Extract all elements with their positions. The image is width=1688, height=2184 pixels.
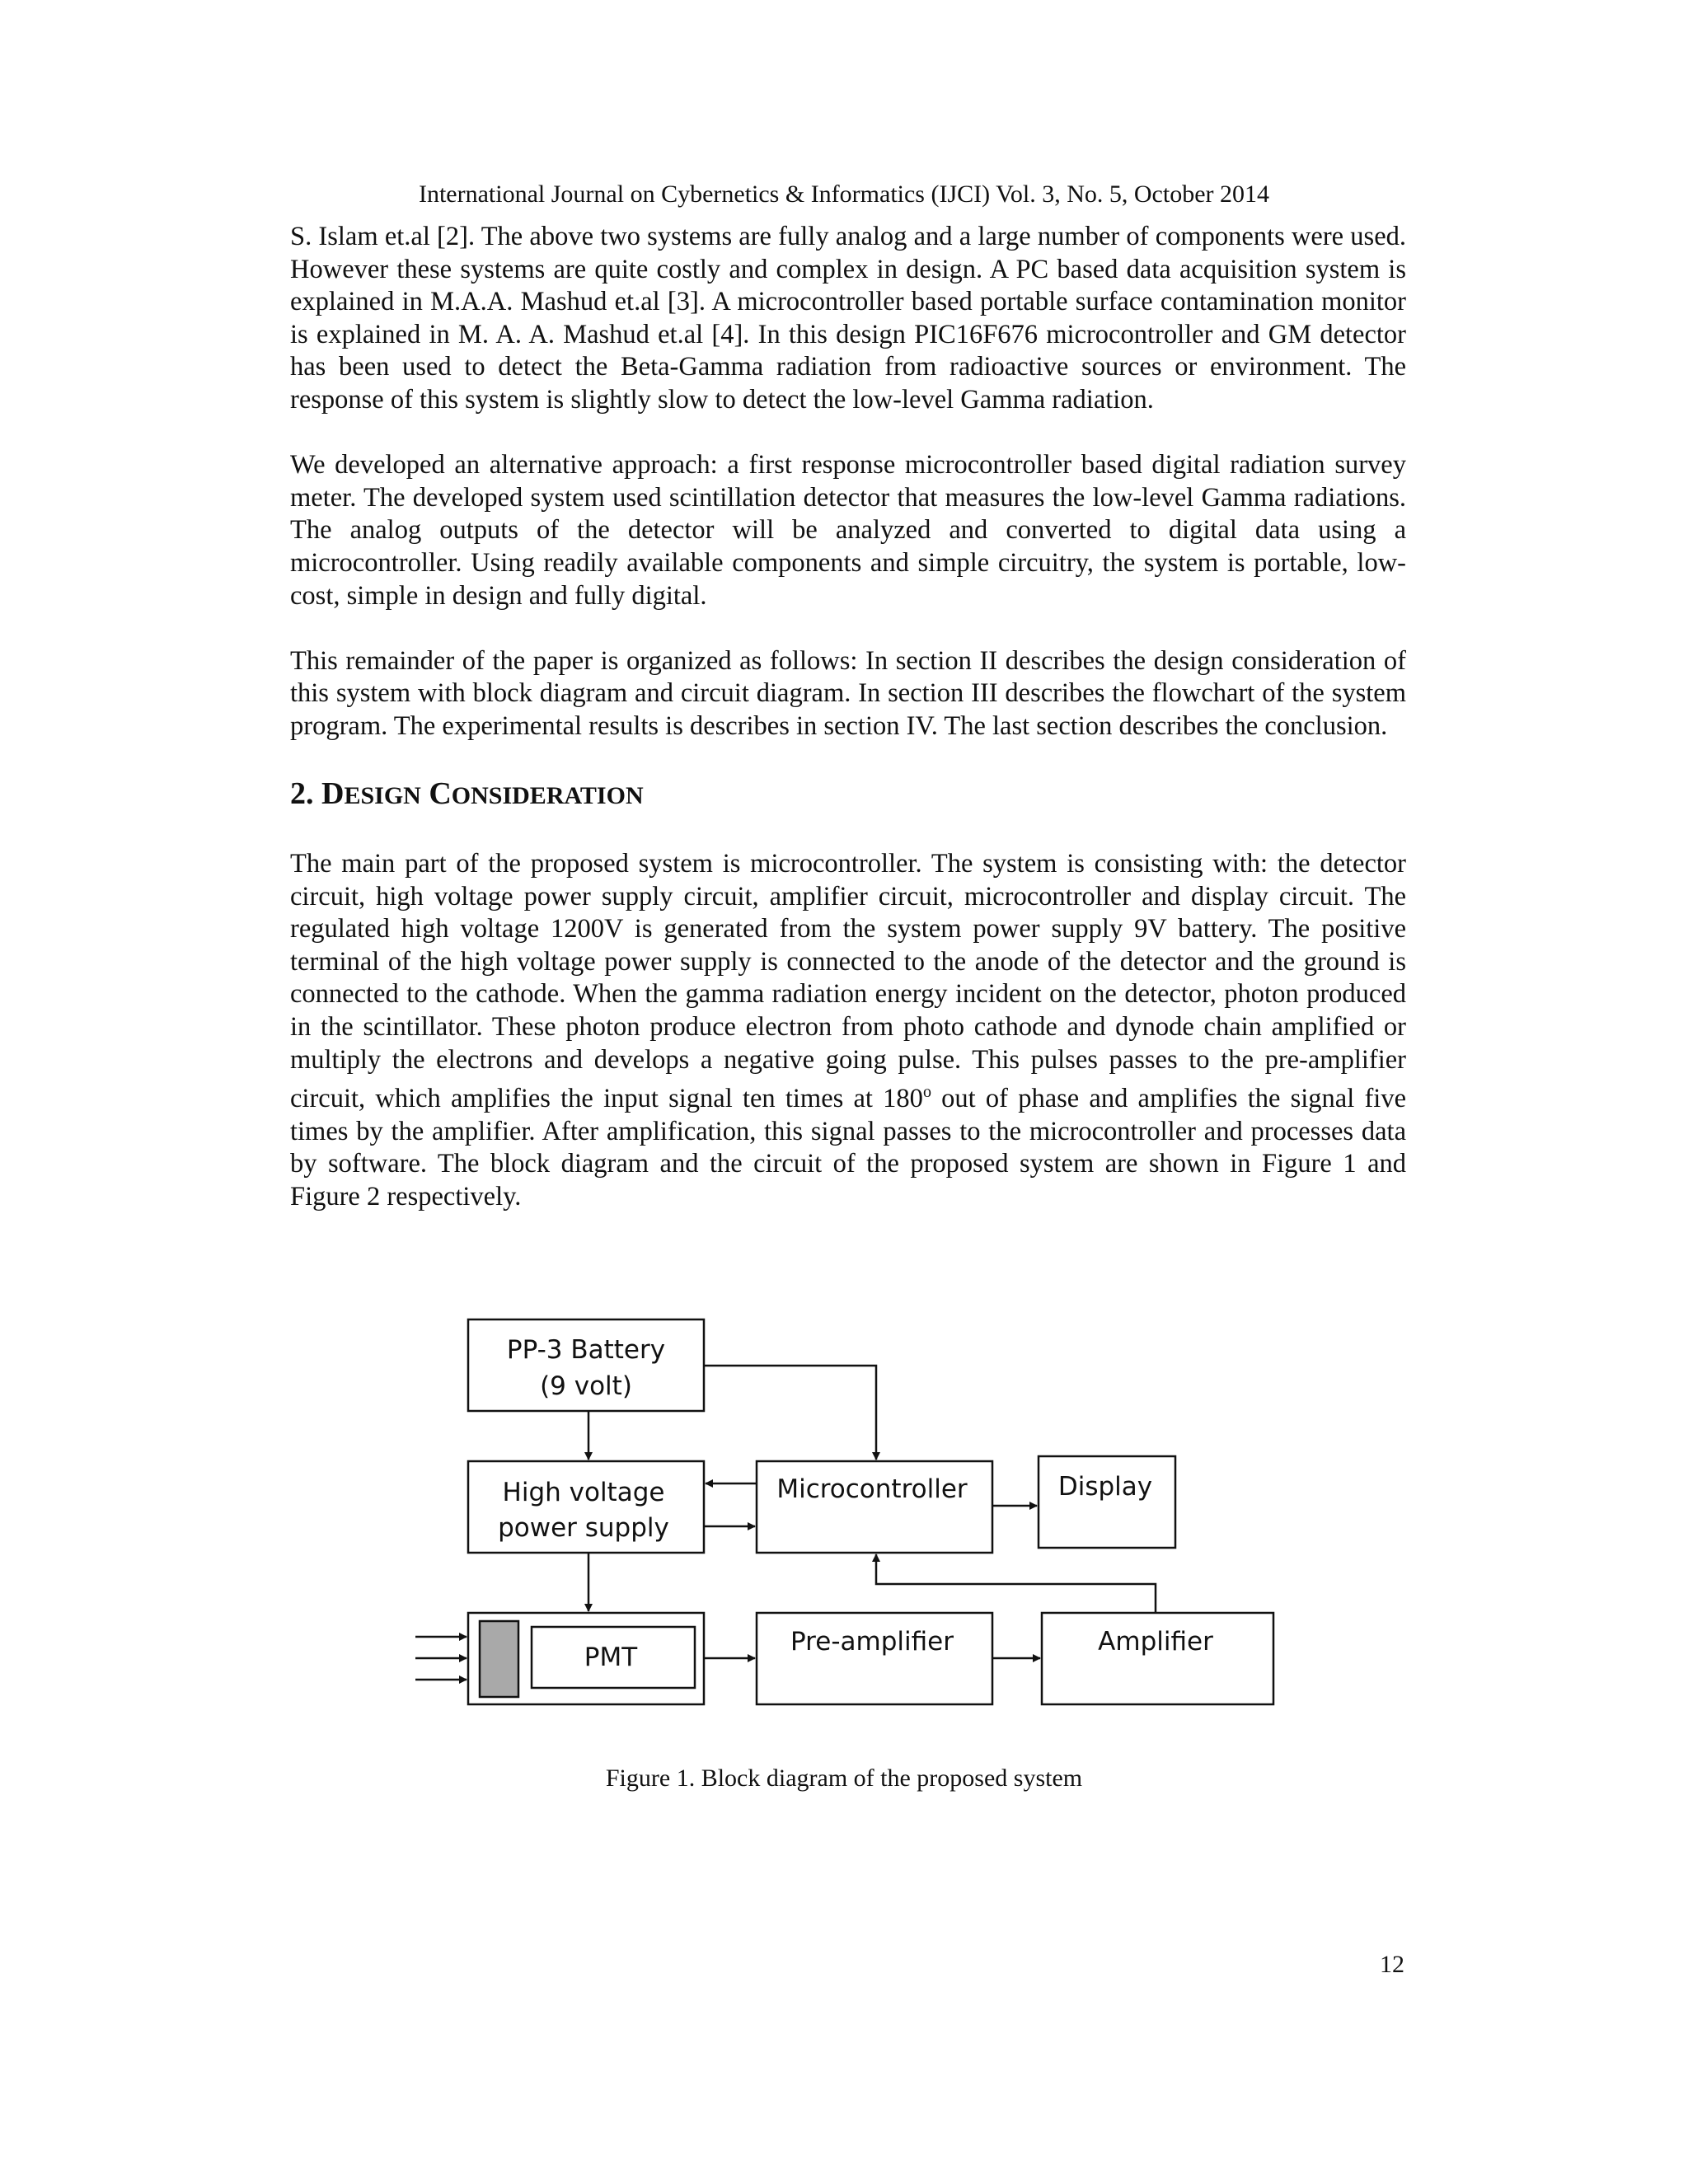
design-text-end: out of phase and amplifies the signal five times by the amplifier. After amplification, this signal passes to the microcontroller and processes data by software. The block diagram and the circuit of the proposed system are shown in Figure 1 and Figure 2 respectively. xyxy=(290,1084,1407,1212)
microcontroller-label: Microcontroller xyxy=(776,1474,968,1504)
design-text-start: The main part of the proposed system is microcontroller. The system is consisting with: the detector circuit, high voltage power supply circuit, amplifier circuit, microcontroller and display circuit. The regulated high voltage 1200V is generated from the system power supply 9V battery. The positive terminal of the high voltage power supply is connected to the anode of the detector and the ground is connected to the cathode. When the gamma radiation energy incident on the detector, photon produced in the scintillator. These photon produce electron from photo cathode and dynode chain amplified or multiply the electrons and develops a negative going pulse. This pulses passes to the pre-amplifier circuit, which amplifies the input signal ten times at 180 xyxy=(290,849,1406,1114)
battery-box xyxy=(468,1319,704,1411)
section-title-d: D xyxy=(321,776,345,812)
display-box xyxy=(1039,1456,1175,1548)
paragraph-1: S. Islam et.al [2]. The above two systems are fully analog and a large number of components were used. However these systems are quite costly and complex in design. A PC based data acquisition system is explained in M.A.A. Mashud et.al [3]. A microcontroller based portable surface contamination monitor is explained in M. A. A. Mashud et.al [4]. In this design PIC16F676 microcontroller and GM detector has been used to detect the Beta-Gamma radiation from radioactive sources or environment. The response of this system is slightly slow to detect the low-level Gamma radiation. xyxy=(290,222,1406,415)
amplifier-box xyxy=(1042,1613,1273,1704)
battery-label-1: PP-3 Battery xyxy=(506,1335,666,1365)
section-title-c: C xyxy=(429,776,452,812)
design-paragraph xyxy=(290,848,1406,1213)
pmt-label: PMT xyxy=(584,1643,638,1672)
pmt-inner-box xyxy=(532,1627,695,1688)
display-label: Display xyxy=(1057,1472,1153,1502)
paragraph-2: We developed an alternative approach: a first response microcontroller based digital radiation survey meter. The developed system used scintillation detector that measures the low-level Gamma radiations. The analog outputs of the detector will be analyzed and converted to digital data using a microcontroller. Using readily available components and simple circuitry, the system is portable, low-cost, simple in design and fully digital. xyxy=(290,450,1406,611)
preamplifier-label: Pre-amplifier xyxy=(790,1627,954,1657)
section-title-onsideration: ONSIDERATION xyxy=(451,782,644,810)
scintillator-crystal xyxy=(480,1621,518,1697)
page-number: 12 xyxy=(1380,1951,1404,1978)
degree-superscript: o xyxy=(922,1083,931,1102)
detector-box xyxy=(468,1613,704,1704)
section-number: 2. xyxy=(290,776,314,812)
article-body xyxy=(290,221,1406,1213)
preamplifier-box xyxy=(757,1613,992,1704)
arrow-battery-to-microcontroller xyxy=(704,1366,876,1460)
microcontroller-box xyxy=(757,1461,992,1553)
arrow-amplifier-to-microcontroller xyxy=(876,1554,1156,1613)
high-voltage-box xyxy=(468,1461,704,1553)
section-heading xyxy=(290,776,1406,814)
section-title-esign: ESIGN xyxy=(344,782,421,810)
figure-caption: Figure 1. Block diagram of the proposed system xyxy=(605,1765,1083,1792)
paragraph-3: This remainder of the paper is organized as follows: In section II describes the design consideration of this system with block diagram and circuit diagram. In section III describes the flowchart of the system program. The experimental results is describes in section IV. The last section describes the conclusion. xyxy=(290,645,1406,741)
high-voltage-label-2: power supply xyxy=(498,1513,669,1543)
amplifier-label: Amplifier xyxy=(1098,1627,1213,1657)
high-voltage-label-1: High voltage xyxy=(502,1478,665,1507)
journal-header: International Journal on Cybernetics & Informatics (IJCI) Vol. 3, No. 5, October 2014 xyxy=(418,180,1269,208)
battery-label-2: (9 volt) xyxy=(540,1371,632,1401)
